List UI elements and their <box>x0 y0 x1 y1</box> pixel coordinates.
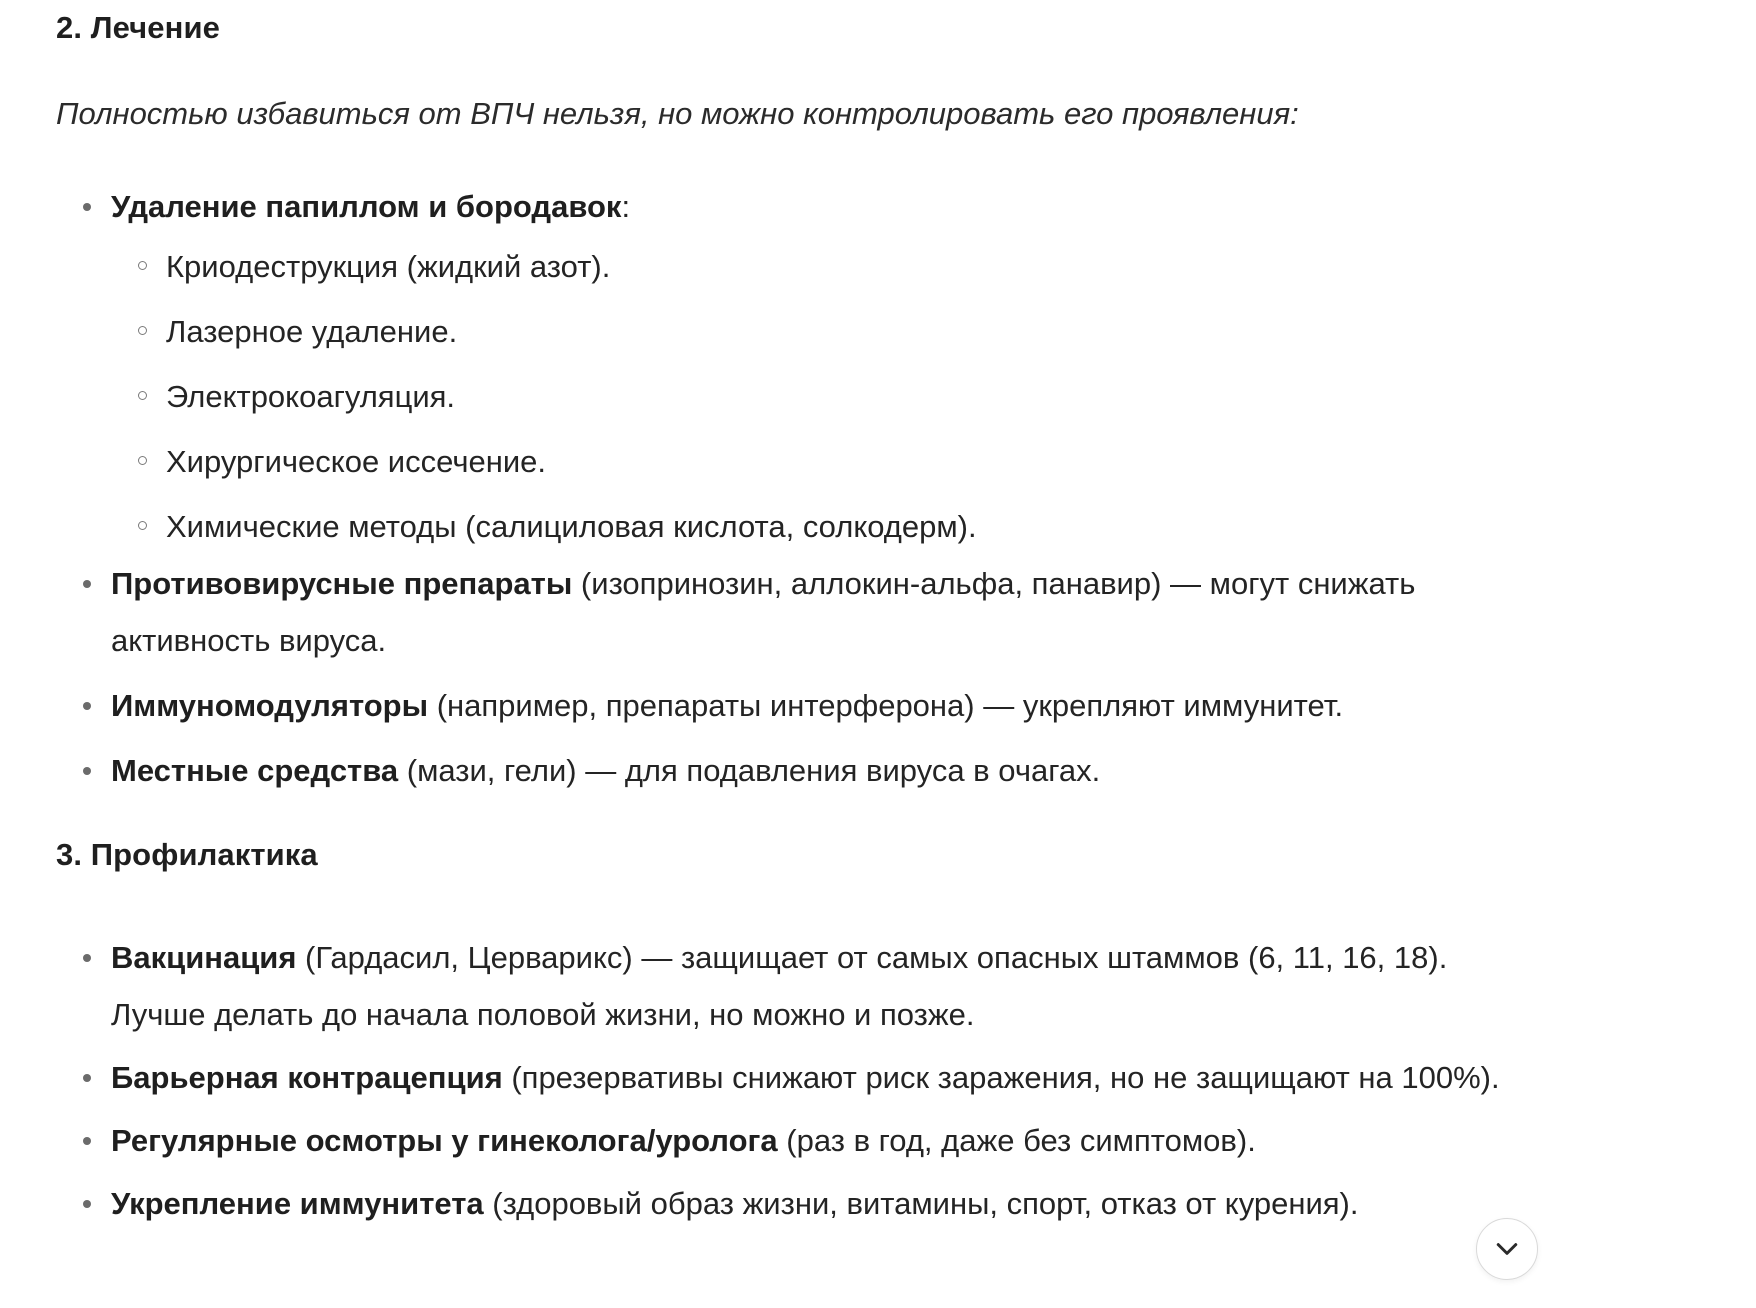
list-item-text: : <box>621 189 631 224</box>
list-item-title: Регулярные осмотры у гинеколога/уролога <box>111 1123 778 1158</box>
list-item-title: Противовирусные препараты <box>111 566 573 601</box>
list-item <box>56 555 1516 669</box>
list-item-text: (изопринозин, аллокин-альфа, панавир) — могут снижать активность вируса. <box>111 566 1416 658</box>
list-item <box>56 1175 1516 1232</box>
list-item-title: Иммуномодуляторы <box>111 688 429 723</box>
list-item-title: Укрепление иммунитета <box>111 1186 484 1221</box>
list-item: Лазерное удаление. <box>166 311 1516 352</box>
chat-message-content <box>56 0 1516 1232</box>
section-heading-treatment: 2. Лечение <box>56 10 220 45</box>
list-item-title: Барьерная контрацепция <box>111 1060 503 1095</box>
list-item: Электрокоагуляция. <box>166 376 1516 417</box>
scroll-to-bottom-button[interactable] <box>1476 1218 1538 1280</box>
list-item-text: (Гардасил, Церварикс) — защищает от самых опасных штаммов (6, 11, 16, 18). Лучше делать до начала половой жизни, но можно и позже. <box>111 940 1448 1032</box>
list-item-title: Местные средства <box>111 753 399 788</box>
prevention-list <box>56 929 1516 1232</box>
chevron-down-icon <box>1492 1234 1522 1264</box>
list-item: Криодеструкция (жидкий азот). <box>166 246 1516 287</box>
list-item <box>56 178 1516 547</box>
list-item <box>56 742 1516 799</box>
section-heading-prevention: 3. Профилактика <box>56 837 318 872</box>
treatment-list <box>56 178 1516 799</box>
removal-methods-list <box>111 246 1516 547</box>
list-item <box>56 1112 1516 1169</box>
list-item <box>56 677 1516 734</box>
list-item-text: (раз в год, даже без симптомов). <box>777 1123 1256 1158</box>
list-item-text: (например, препараты интерферона) — укрепляют иммунитет. <box>428 688 1344 723</box>
list-item-title: Вакцинация <box>111 940 297 975</box>
list-item <box>56 1049 1516 1106</box>
list-item: Хирургическое иссечение. <box>166 441 1516 482</box>
list-item: Химические методы (салициловая кислота, солкодерм). <box>166 506 1516 547</box>
list-item-text: (мази, гели) — для подавления вируса в очагах. <box>398 753 1101 788</box>
list-item <box>56 929 1516 1043</box>
list-item-title: Удаление папиллом и бородавок <box>111 189 622 224</box>
treatment-intro-text: Полностью избавиться от ВПЧ нельзя, но можно контролировать его проявления: <box>56 96 1299 131</box>
list-item-text: (здоровый образ жизни, витамины, спорт, отказ от курения). <box>483 1186 1359 1221</box>
list-item-text: (презервативы снижают риск заражения, но не защищают на 100%). <box>502 1060 1500 1095</box>
